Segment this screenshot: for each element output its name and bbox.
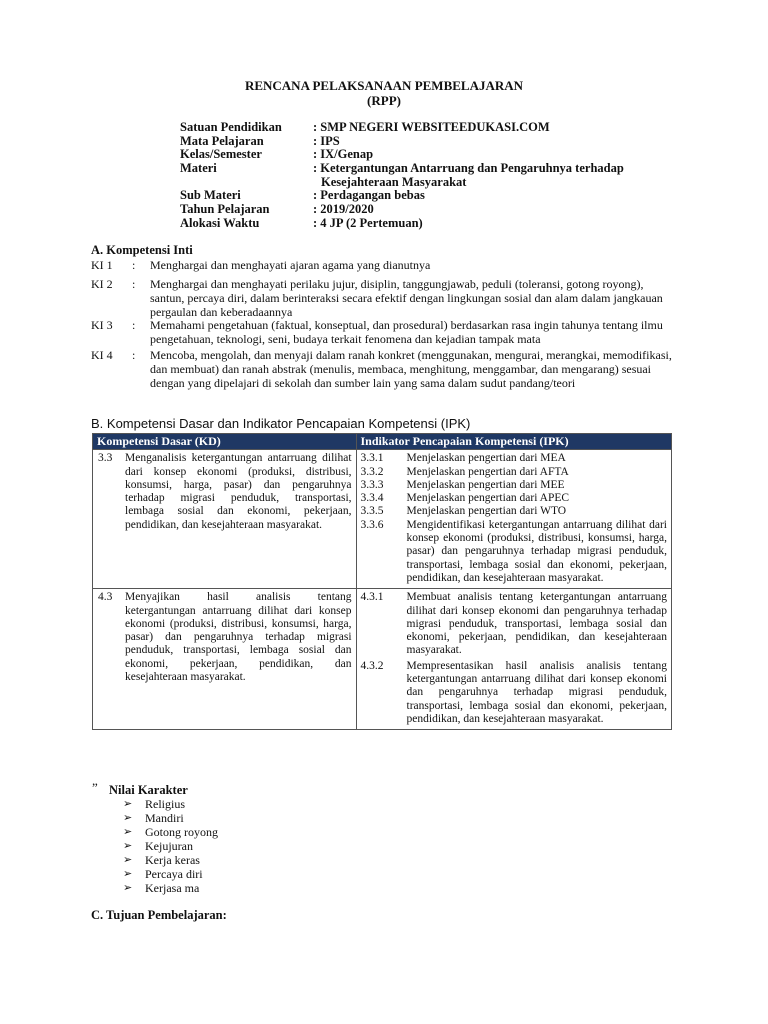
identity-label: Materi [180, 161, 217, 175]
ki-code: KI 1 [91, 258, 113, 272]
ipk-item [361, 591, 667, 657]
ipk-number: 3.3.6 [360, 518, 384, 531]
ipk-text: Menjelaskan pengertian dari MEA [406, 452, 566, 465]
kd-number: 4.3 [98, 591, 113, 604]
kd-number: 3.3 [98, 452, 113, 465]
identity-value: : 4 JP (2 Pertemuan) [313, 216, 423, 230]
identity-label: Sub Materi [180, 188, 241, 202]
table-row [93, 589, 672, 730]
kd-cell [93, 589, 357, 730]
ipk-cell [356, 450, 671, 589]
list-item [123, 839, 218, 853]
document-title: RENCANA PELAKSANAAN PEMBELAJARAN [244, 78, 524, 93]
list-item-text: Kerja keras [145, 853, 200, 867]
table-row [93, 450, 672, 589]
ipk-item [361, 660, 667, 726]
kd-column-header: Kompetensi Dasar (KD) [93, 434, 357, 450]
identity-label: Kelas/Semester [180, 147, 262, 161]
identity-value: : IPS [313, 134, 340, 148]
quote-mark: ” [92, 780, 98, 795]
identity-label: Satuan Pendidikan [180, 120, 282, 134]
list-item-text: Kerjasa ma [145, 881, 200, 895]
identity-value-continued: Kesejahteraan Masyarakat [321, 175, 467, 189]
kd-cell [93, 450, 357, 589]
nilai-karakter-list [123, 797, 218, 895]
ki-code: KI 3 [91, 318, 113, 332]
list-item-text: Religius [145, 797, 186, 811]
ipk-item [361, 479, 667, 492]
list-item-text: Mandiri [145, 811, 184, 825]
ipk-item [361, 505, 667, 518]
ipk-text: Mempresentasikan hasil analisis analisis tentang ketergantungan antarruang dilihat dari konsep ekonomi dan pengaruhnya terhadap migrasi penduduk, transportasi, lembaga sosial dan ekonomi, pekerjaan, pendidikan, dan kesejahteraan masyarakat. [406, 659, 667, 725]
ipk-item [361, 519, 667, 585]
arrow-bullet-icon: ➢ [123, 840, 133, 852]
identity-label: Tahun Pelajaran [180, 202, 270, 216]
document-subtitle: (RPP) [367, 93, 401, 108]
ipk-number: 3.3.4 [360, 492, 384, 505]
identity-value: : Perdagangan bebas [313, 188, 425, 202]
ipk-number: 4.3.2 [360, 659, 384, 672]
list-item-text: Kejujuran [145, 839, 193, 853]
ipk-cell [356, 589, 671, 730]
kd-text: Menyajikan hasil analisis tentang ketergantungan antarruang dilihat dari konsep ekonomi (produksi, distribusi, konsumsi, harga, pasar) dan pengaruhnya terhadap migrasi penduduk, transportasi, lembaga sosial dan ekonomi, pekerjaan, pendidikan, dan kesejahteraan masyarakat. [125, 591, 352, 684]
list-item [123, 811, 218, 825]
list-item [123, 867, 218, 881]
identity-label: Mata Pelajaran [180, 134, 264, 148]
ki-colon: : [132, 348, 136, 362]
ki-colon: : [132, 318, 136, 332]
ipk-text: Membuat analisis tentang ketergantungan antarruang dilihat dari konsep ekonomi dan pengaruhnya terhadap migrasi penduduk, transportasi, lembaga sosial dan ekonomi, pekerjaan, pendidikan, dan kesejahteraan masyarakat. [406, 591, 667, 657]
ki-code: KI 4 [91, 348, 113, 362]
ki-text: Menghargai dan menghayati ajaran agama yang dianutnya [150, 258, 431, 272]
ipk-text: Menjelaskan pengertian dari AFTA [406, 465, 569, 478]
ipk-number: 3.3.2 [360, 465, 384, 478]
kd-ipk-table [92, 433, 672, 730]
ipk-item [361, 452, 667, 465]
ipk-text: Mengidentifikasi ketergantungan antarruang dilihat dari konsep ekonomi (produksi, distribusi, konsumsi, harga, pasar) dan pengaruhnya terhadap migrasi penduduk, transportasi, lembaga sosial dan ekonomi, pekerjaan, pendidikan, dan kesejahteraan masyarakat. [406, 518, 667, 584]
identity-label: Alokasi Waktu [180, 216, 260, 230]
identity-value: : 2019/2020 [313, 202, 374, 216]
nilai-karakter-heading: Nilai Karakter [109, 783, 188, 797]
arrow-bullet-icon: ➢ [123, 868, 133, 880]
section-c-heading: C. Tujuan Pembelajaran: [91, 908, 227, 922]
section-b-heading: B. Kompetensi Dasar dan Indikator Pencapaian Kompetensi (IPK) [91, 416, 471, 431]
list-item-text: Gotong royong [145, 825, 218, 839]
kd-text: Menganalisis ketergantungan antarruang dilihat dari konsep ekonomi (produksi, distribusi, konsumsi, harga, pasar) dan pengaruhnya terhadap migrasi penduduk, transportasi, lembaga sosial dan ekonomi, pekerjaan, pendidikan, dan kesejahteraan masyarakat. [125, 452, 352, 531]
ipk-number: 3.3.5 [360, 505, 384, 518]
ki-text: Mencoba, mengolah, dan menyaji dalam ranah konkret (menggunakan, mengurai, merangkai, memodifikasi, dan membuat) dan ranah abstrak (menulis, membaca, menghitung, menggambar, dan mengarang) sesuai dengan yang dipelajari di sekolah dan sumber lain yang sama dalam sudut pandang/teori [150, 348, 672, 390]
list-item [123, 797, 218, 811]
ipk-text: Menjelaskan pengertian dari MEE [406, 478, 565, 491]
ki-colon: : [132, 277, 136, 291]
ki-text: Memahami pengetahuan (faktual, konseptual, dan prosedural) berdasarkan rasa ingin tahunya tentang ilmu pengetahuan, teknologi, seni, budaya terkait fenomena dan kejadian tampak mata [150, 318, 663, 346]
ipk-number: 3.3.3 [360, 478, 384, 491]
ki-colon: : [132, 258, 136, 272]
ipk-text: Menjelaskan pengertian dari WTO [406, 505, 567, 518]
ipk-number: 3.3.1 [360, 452, 384, 465]
list-item-text: Percaya diri [145, 867, 203, 881]
identity-value: : Ketergantungan Antarruang dan Pengaruhnya terhadap [313, 161, 624, 175]
arrow-bullet-icon: ➢ [123, 882, 133, 894]
ki-text: Menghargai dan menghayati perilaku jujur, disiplin, tanggungjawab, peduli (toleransi, gotong royong), santun, percaya diri, dalam berinteraksi secara efektif dengan lingkungan sosial dan alam dalam jangkauan pergaulan dan keberadaannya [150, 277, 663, 319]
section-a-heading: A. Kompetensi Inti [91, 243, 193, 257]
identity-value: : IX/Genap [313, 147, 374, 161]
arrow-bullet-icon: ➢ [123, 826, 133, 838]
table-header-row [93, 434, 672, 450]
arrow-bullet-icon: ➢ [123, 812, 133, 824]
list-item [123, 853, 218, 867]
ki-code: KI 2 [91, 277, 113, 291]
identity-value: : SMP NEGERI WEBSITEEDUKASI.COM [313, 120, 550, 134]
arrow-bullet-icon: ➢ [123, 854, 133, 866]
arrow-bullet-icon: ➢ [123, 798, 133, 810]
ipk-item [361, 466, 667, 479]
list-item [123, 881, 218, 895]
ipk-item [361, 492, 667, 505]
ipk-text: Menjelaskan pengertian dari APEC [406, 492, 570, 505]
ipk-number: 4.3.1 [360, 591, 384, 604]
list-item [123, 825, 218, 839]
ipk-column-header: Indikator Pencapaian Kompetensi (IPK) [356, 434, 671, 450]
